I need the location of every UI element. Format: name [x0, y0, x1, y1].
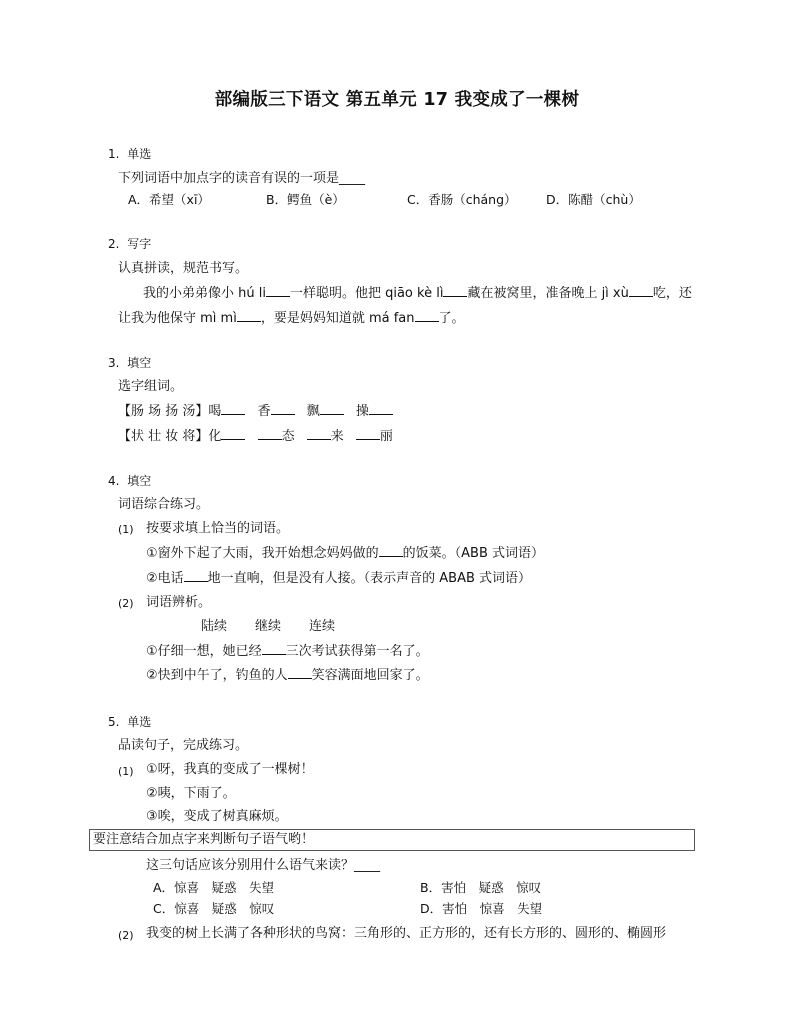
part-number: (1): [118, 765, 134, 778]
word-choice: 继续: [255, 619, 282, 634]
question-2-line-1: [143, 284, 692, 303]
question-5-prompt: 这三句话应该分别用什么语气来读？____: [146, 858, 381, 873]
question-2-header: [108, 235, 151, 253]
text-segment: 藏在被窝里，准备晚上 jì xù: [467, 286, 629, 301]
question-3-row-2: [118, 427, 393, 446]
answer-blank[interactable]: [356, 427, 380, 440]
page-title: 部编版三下语文 第五单元 17 我变成了一棵树: [214, 90, 580, 110]
question-5-header: [108, 713, 151, 731]
answer-blank[interactable]: [237, 309, 261, 322]
question-3-row-1: [118, 402, 393, 421]
tip-box: [89, 829, 695, 851]
answer-blank[interactable]: [379, 544, 403, 557]
answer-blank[interactable]: [262, 642, 286, 655]
text-segment: 了。: [438, 311, 465, 326]
text-segment: ②快到中午了，钓鱼的人: [146, 668, 288, 683]
question-type: 单选: [127, 715, 152, 729]
word-stem: 香: [257, 404, 271, 419]
answer-blank[interactable]: [443, 284, 467, 297]
text-segment: 一样聪明。他把 qiāo kè lì: [289, 286, 444, 301]
option-c: C．香肠（cháng）: [407, 192, 517, 207]
answer-blank[interactable]: [307, 427, 331, 440]
question-number: 5.: [108, 715, 120, 729]
answer-blank[interactable]: [271, 402, 295, 415]
word-stem: 态: [281, 429, 295, 444]
part-2-item-2: [146, 666, 429, 685]
question-3-header: [108, 354, 151, 372]
text-segment: 的饭菜。（ABB 式词语）: [402, 546, 545, 561]
answer-blank[interactable]: [184, 569, 208, 582]
sentence-3: ③唉，变成了树真麻烦。: [146, 809, 288, 824]
part-1-text: 按要求填上恰当的词语。: [146, 521, 290, 536]
option-b: B．鳄鱼（è）: [266, 192, 345, 207]
part-1-item-1: [146, 544, 544, 563]
answer-blank[interactable]: [415, 309, 439, 322]
text-segment: ②电话: [146, 571, 184, 586]
question-2-instruction: 认真拼读，规范书写。: [118, 261, 249, 276]
question-number: 1.: [108, 147, 120, 161]
question-number: 4.: [108, 474, 120, 488]
answer-blank[interactable]: [266, 284, 290, 297]
question-5-instruction: 品读句子，完成练习。: [118, 738, 249, 753]
option-d: D．陈醋（chù）: [546, 192, 641, 207]
question-type: 写字: [127, 237, 152, 251]
text-segment: 让我为他保守 mì mì: [118, 311, 237, 326]
question-number: 2.: [108, 237, 120, 251]
answer-blank[interactable]: [258, 427, 282, 440]
answer-blank[interactable]: [288, 666, 312, 679]
answer-blank[interactable]: [369, 402, 393, 415]
part-2-text: 我变的树上长满了各种形状的鸟窝：三角形的、正方形的，还有长方形的、圆形的、椭圆形: [146, 926, 667, 941]
character-group: 【状 壮 妆 将】: [118, 429, 209, 444]
sentence-1: ①呀，我真的变成了一棵树！: [146, 762, 314, 777]
word-stem: 化: [208, 429, 222, 444]
question-4-instruction: 词语综合练习。: [118, 497, 210, 512]
option-b: B．害怕 疑惑 惊叹: [420, 880, 542, 895]
question-type: 单选: [127, 147, 152, 161]
word-stem: 喝: [208, 404, 222, 419]
word-choice: 陆续: [201, 619, 228, 634]
word-stem: 操: [355, 404, 369, 419]
sentence-2: ②咦，下雨了。: [146, 786, 236, 801]
text-segment: 笑容满面地回家了。: [311, 668, 429, 683]
answer-blank[interactable]: [221, 427, 245, 440]
part-number: (2): [118, 597, 134, 610]
answer-blank[interactable]: [320, 402, 344, 415]
answer-blank[interactable]: [629, 284, 653, 297]
question-type: 填空: [127, 474, 152, 488]
word-choice: 连续: [309, 619, 336, 634]
tip-text: 要注意结合加点字来判断句子语气哟！: [93, 832, 315, 847]
text-segment: 三次考试获得第一名了。: [285, 644, 429, 659]
question-2-line-2: [118, 309, 465, 328]
part-2-item-1: [146, 642, 429, 661]
text-segment: ①仔细一想，她已经: [146, 644, 262, 659]
text-segment: 地一直响，但是没有人接。（表示声音的 ABAB 式词语）: [207, 571, 532, 586]
question-type: 填空: [127, 356, 152, 370]
answer-blank[interactable]: [221, 402, 245, 415]
text-segment: 吃，还: [652, 286, 692, 301]
option-c: C．惊喜 疑惑 惊叹: [153, 901, 275, 916]
option-d: D．害怕 惊喜 失望: [420, 901, 543, 916]
question-1-header: [108, 145, 151, 163]
part-number: (2): [118, 929, 134, 942]
question-3-instruction: 选字组词。: [118, 379, 184, 394]
word-stem: 丽: [379, 429, 393, 444]
word-stem: 飘: [306, 404, 320, 419]
question-number: 3.: [108, 356, 120, 370]
part-number: (1): [118, 523, 134, 536]
option-a: A．惊喜 疑惑 失望: [153, 880, 275, 895]
option-a: A．希望（xī）: [128, 192, 210, 207]
part-2-text: 词语辨析。: [146, 595, 212, 610]
text-segment: ①窗外下起了大雨，我开始想念妈妈做的: [146, 546, 379, 561]
word-stem: 来: [330, 429, 344, 444]
text-segment: ，要是妈妈知道就 má fan: [260, 311, 415, 326]
question-1-stem: 下列词语中加点字的读音有误的一项是____: [118, 171, 366, 186]
part-1-item-2: [146, 569, 531, 588]
character-group: 【肠 场 扬 汤】: [118, 404, 209, 419]
question-4-header: [108, 472, 151, 490]
text-segment: 我的小弟弟像小 hú li: [143, 286, 266, 301]
